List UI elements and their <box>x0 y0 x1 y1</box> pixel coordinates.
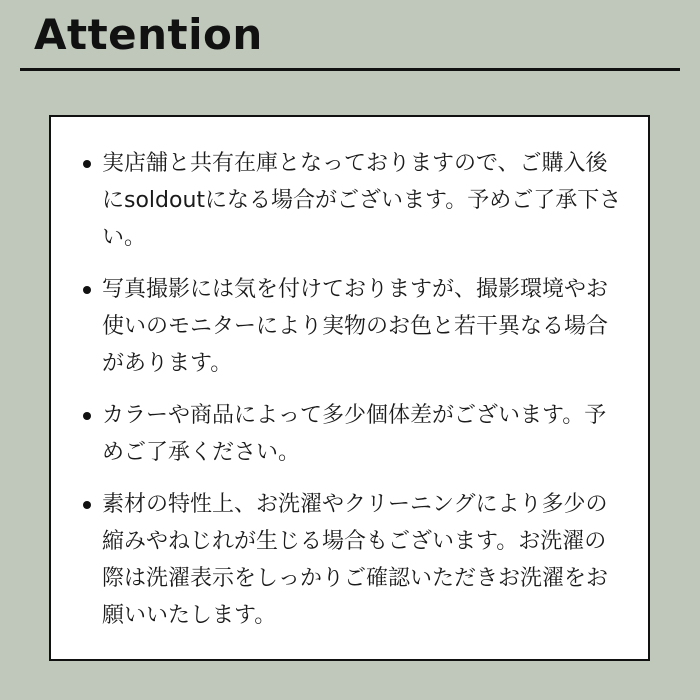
notice-item-text: 素材の特性上、お洗濯やクリーニングにより多少の縮みやねじれが生じる場合もございます。お洗濯の際は洗濯表示をしっかりご確認いただきお洗濯をお願いいたします。 <box>102 492 609 628</box>
list-item <box>83 486 626 634</box>
bullet-icon <box>83 160 91 168</box>
bullet-icon <box>83 501 91 509</box>
list-item <box>83 271 626 382</box>
notice-item-text: 写真撮影には気を付けておりますが、撮影環境やお使いのモニターにより実物のお色と若干異なる場合があります。 <box>102 277 609 376</box>
bullet-icon <box>83 412 91 420</box>
title-divider <box>20 68 680 71</box>
notice-item-text: 実店舗と共有在庫となっておりますので、ご購入後にsoldoutになる場合がございます。予めご了承下さい。 <box>102 151 622 250</box>
list-item <box>83 397 626 471</box>
notice-item-text: カラーや商品によって多少個体差がございます。予めご了承ください。 <box>102 403 607 465</box>
notice-list <box>83 145 626 634</box>
bullet-icon <box>83 286 91 294</box>
notice-box <box>49 115 650 661</box>
list-item <box>83 145 626 256</box>
page-title: Attention <box>34 10 263 59</box>
